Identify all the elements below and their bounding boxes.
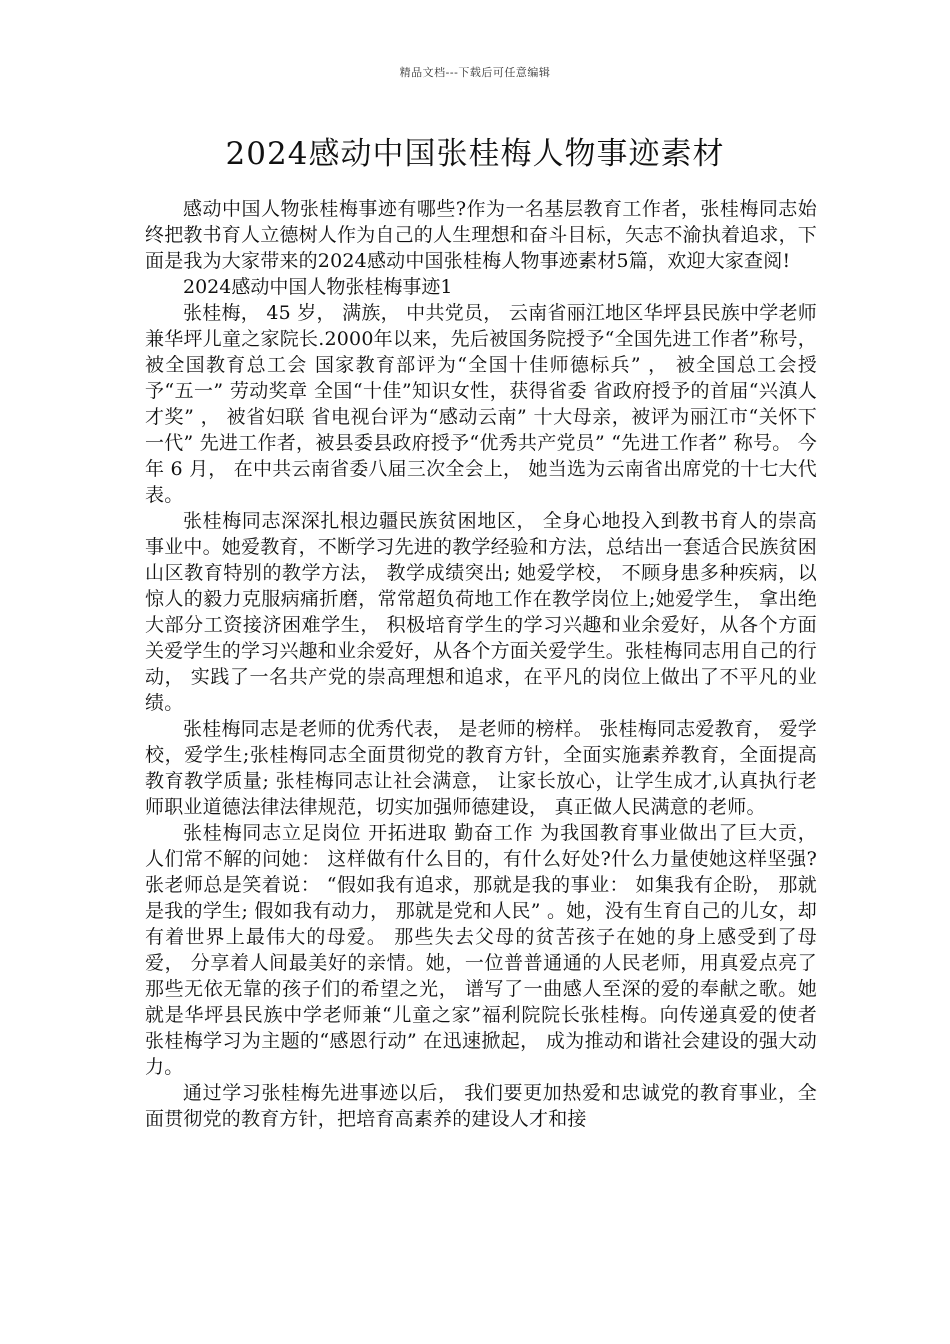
section-heading: 2024感动中国人物张桂梅事迹1 xyxy=(183,276,453,298)
document-body xyxy=(145,196,817,1132)
document-title: 2024感动中国张桂梅人物事迹素材 xyxy=(225,136,725,172)
body-paragraph: 张桂梅同志深深扎根边疆民族贫困地区， 全身心地投入到教书育人的崇高事业中。她爱教育，不断学习先进的教学经验和方法，总结出一套适合民族贫困山区教育特别的教学方法， 教学成绩突出; 她爱学校， 不顾身患多种疾病，以惊人的毅力克服病痛折磨，常常超负荷地工作在教学岗位上;她爱学生， 拿出绝大部分工资接济困难学生， 积极培育学生的学习兴趣和业余爱好，从各个方面关爱学生的学习兴趣和业余爱好，从各个方面关爱学生。张桂梅同志用自己的行动， 实践了一名共产党的崇高理想和追求，在平凡的岗位上做出了不平凡的业绩。 xyxy=(145,510,818,714)
body-paragraph: 通过学习张桂梅先进事迹以后， 我们要更加热爱和忠诚党的教育事业，全面贯彻党的教育方针，把培育高素养的建设人才和接 xyxy=(145,1082,817,1130)
header-note: 精品文档---下载后可任意编辑 xyxy=(399,66,551,79)
body-paragraph: 张桂梅同志立足岗位 开拓进取 勤奋工作 为我国教育事业做出了巨大贡， 人们常不解的问她： 这样做有什么目的，有什么好处?什么力量使她这样坚强?张老师总是笑着说： “假如我有追求，那就是我的事业： 如集我有企盼， 那就是我的学生; 假如我有动力， 那就是党和人民” 。她，没有生育自己的儿女，却有着世界上最伟大的母爱。 那些失去父母的贫苦孩子在她的身上感受到了母爱， 分享着人间最美好的亲情。她，一位普普通通的人民老师，用真爱点亮了那些无依无靠的孩子们的希望之光， 谱写了一曲感人至深的爱的奉献之歌。她就是华坪县民族中学老师兼“儿童之家”福利院院长张桂梅。向传递真爱的使者张桂梅学习为主题的“感恩行动” 在迅速掀起， 成为推动和谐社会建设的强大动力。 xyxy=(145,822,817,1078)
intro-paragraph: 感动中国人物张桂梅事迹有哪些?作为一名基层教育工作者，张桂梅同志始终把教书育人立德树人作为自己的人生理想和奋斗目标，矢志不渝执着追求，下面是我为大家带来的2024感动中国张桂梅人物事迹素材5篇，欢迎大家查阅! xyxy=(145,198,818,272)
body-paragraph: 张桂梅同志是老师的优秀代表， 是老师的榜样。 张桂梅同志爱教育， 爱学校，爱学生;张桂梅同志全面贯彻党的教育方针，全面实施素养教育，全面提高教育教学质量; 张桂梅同志让社会满意， 让家长放心，让学生成才,认真执行老师职业道德法律法律规范，切实加强师德建设， 真正做人民满意的老师。 xyxy=(145,718,817,818)
body-paragraph: 张桂梅， 45 岁， 满族， 中共党员， 云南省丽江地区华坪县民族中学老师兼华坪儿童之家院长.2000年以来，先后被国务院授予“全国先进工作者”称号， 被全国教育总工会 国家教育部评为“全国十佳师德标兵” ， 被全国总工会授予“五一” 劳动奖章 全国“十佳”知识女性，获得省委 省政府授予的首届“兴滇人才奖” ， 被省妇联 省电视台评为“感动云南” 十大母亲，被评为丽江市“关怀下一代” 先进工作者，被县委县政府授予“优秀共产党员” “先进工作者” 称号。 今年 6 月， 在中共云南省委八届三次全会上， 她当选为云南省出席党的十七大代表。 xyxy=(145,302,817,506)
